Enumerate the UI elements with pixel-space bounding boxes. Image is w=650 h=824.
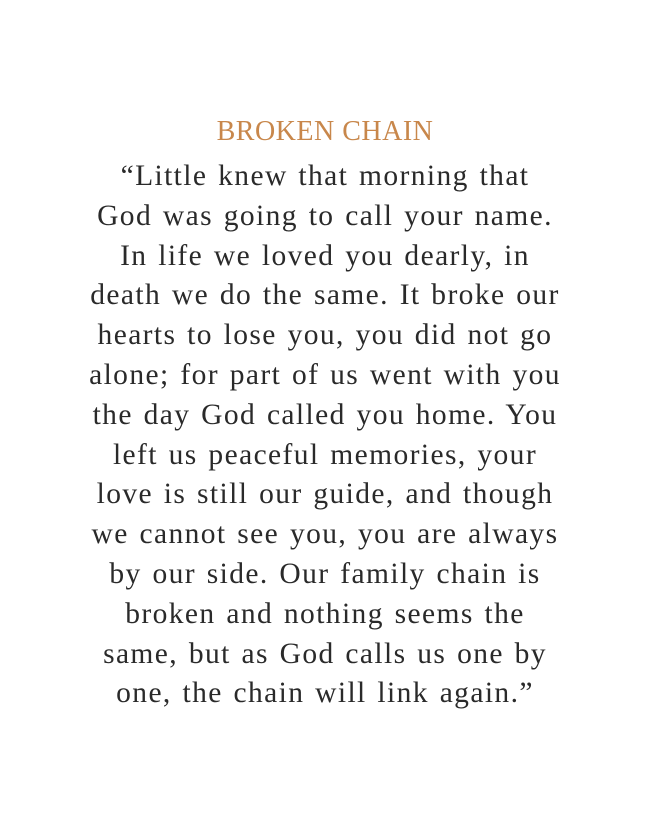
poem-line: “Little knew that morning that (120, 160, 530, 192)
poem-line: hearts to lose you, you did not go (97, 319, 553, 352)
poem-line: we cannot see you, you are always (91, 518, 559, 551)
poem-body (0, 157, 650, 714)
poem-line: love is still our guide, and though (96, 478, 554, 511)
poem-title: BROKEN CHAIN (216, 116, 434, 147)
poem-line: In life we loved you dearly, in (120, 239, 530, 272)
poem-line: left us peaceful memories, your (112, 438, 538, 471)
poem-line: by our side. Our family chain is (109, 557, 541, 590)
poem-line: same, but as God calls us one by (103, 637, 547, 670)
poem-line: broken and nothing seems the (125, 597, 525, 630)
poem-line: alone; for part of us went with you (89, 358, 561, 391)
poem-line: the day God called you home. You (92, 398, 558, 431)
poem-line: God was going to call your name. (97, 199, 553, 232)
poem-line: death we do the same. It broke our (90, 279, 560, 312)
poem-line: one, the chain will link again.” (116, 677, 534, 710)
